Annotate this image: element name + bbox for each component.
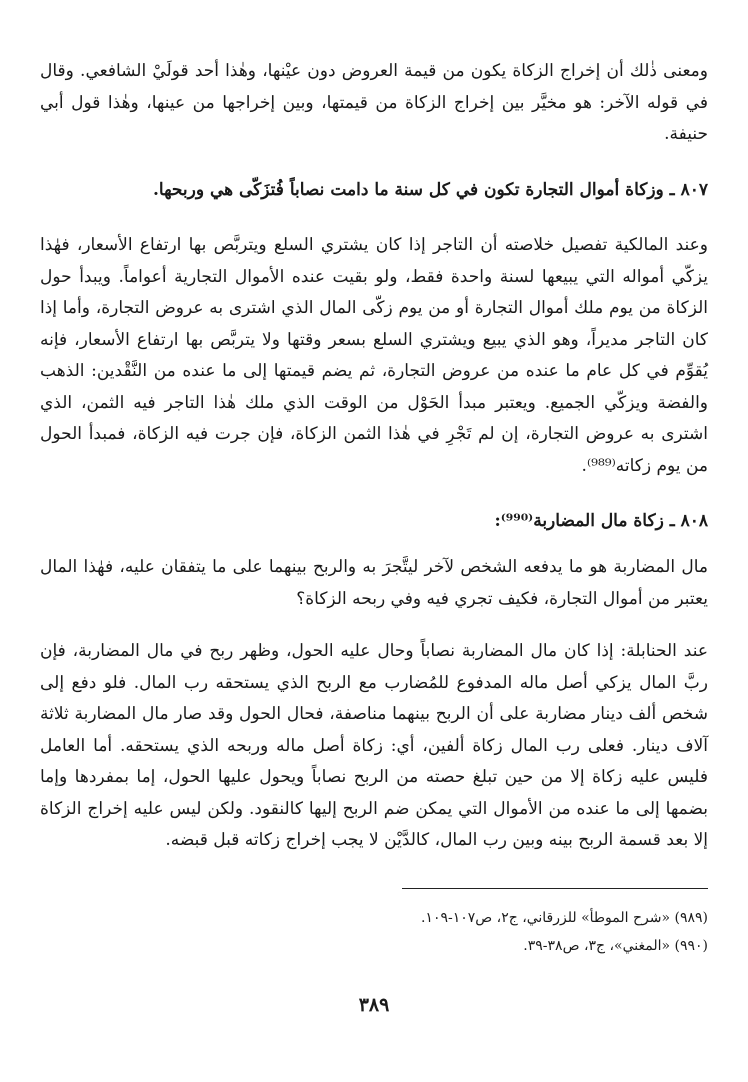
paragraph-zakat-value: ومعنى ذٰلك أن إخراج الزكاة يكون من قيمة العروض دون عيْنها، وهٰذا أحد قولَيْ الشافعي. وقال في قوله الآخر: هو مخيَّر بين إخراج الزكاة من قيمتها، وبين إخراجها من عينها، وهٰذا قول أبي حنيفة. [40,61,708,144]
page-number: ٣٨٩ [358,994,390,1016]
section-807-heading: ٨٠٧ ـ وزكاة أموال التجارة تكون في كل سنة ما دامت نصاباً فُتزَكّى هي وربحها. [152,180,708,200]
paragraph-hanbali-view: عند الحنابلة: إذا كان مال المضاربة نصاباً وحال عليه الحول، وظهر ربح في مال المضاربة، فإن ربَّ المال يزكي أصل ماله المدفوع للمُضارب مع الربح الذي يستحقه رب المال. فلو دفع إلى شخص ألف دينار مضاربة على أن الربح بينهما مناصفة، فحال الحول وقد صار مال المضاربة ثلاثة آلاف دينار. فعلى رب المال زكاة ألفين، أي: زكاة أصل ماله وربحه الذي يستحقه. أما العامل فليس عليه زكاة إلا من حين تبلغ حصته من الربح نصاباً ويحول عليها الحول، إما بمفردها وإما بضمها إلى ما عنده من الأموال التي يمكن ضم الربح إليها كالنقود. ولكن ليس عليه إخراج الزكاة إلا بعد قسمة الربح بينه وبين رب المال، كالدَّيْن لا يجب إخراج زكاته قبل قبضه. [40,641,708,850]
footnote-989: (٩٨٩) «شرح الموطأ» للزرقاني، ج٢، ص١٠٧-١٠٩. [420,910,708,926]
footnote-separator [402,888,708,889]
paragraph-maliki-view: وعند المالكية تفصيل خلاصته أن التاجر إذا كان يشتري السلع ويتربَّص بها ارتفاع الأسعار، فهٰذا يزكّي أمواله التي يبيعها لسنة واحدة فقط، ولو بقيت عنده الأموال التجارية أعواماً. ويبدأ حول الزكاة من يوم ملك أموال التجارة أو من يوم زكّى المال الذي اشترى به عروض التجارة، وأما إذا كان التاجر مديراً، وهو الذي يبيع ويشتري السلع بسعر وقتها ولا يتربَّص بها ارتفاع الأسعار، فإنه يُقوِّم في كل عام ما عنده من عروض التجارة، ثم يضم قيمتها إلى ما عنده من النَّقْدين: الذهب والفضة ويزكّي الجميع. ويعتبر مبدأ الحَوْل من الوقت الذي ملك هٰذا التاجر فيه الثمن، الذي اشترى به عروض التجارة، إن لم تَجْرِ في هٰذا الثمن الزكاة، فإن جرت فيه الزكاة، فمبدأ الحول من يوم زكاته⁽⁹⁸⁹⁾. [40,235,708,476]
paragraph-mudaraba-definition: مال المضاربة هو ما يدفعه الشخص لآخر ليتَّجرَ به والربح بينهما على ما يتفقان عليه، فهٰذا المال يعتبر من أموال التجارة، فكيف تجري فيه وفي ربحه الزكاة؟ [40,557,708,609]
section-808-heading: ٨٠٨ ـ زكاة مال المضاربة⁽⁹⁹⁰⁾: [494,511,708,531]
footnote-990: (٩٩٠) «المغني»، ج٣، ص٣٨-٣٩. [523,938,708,954]
book-page [40,56,708,1056]
